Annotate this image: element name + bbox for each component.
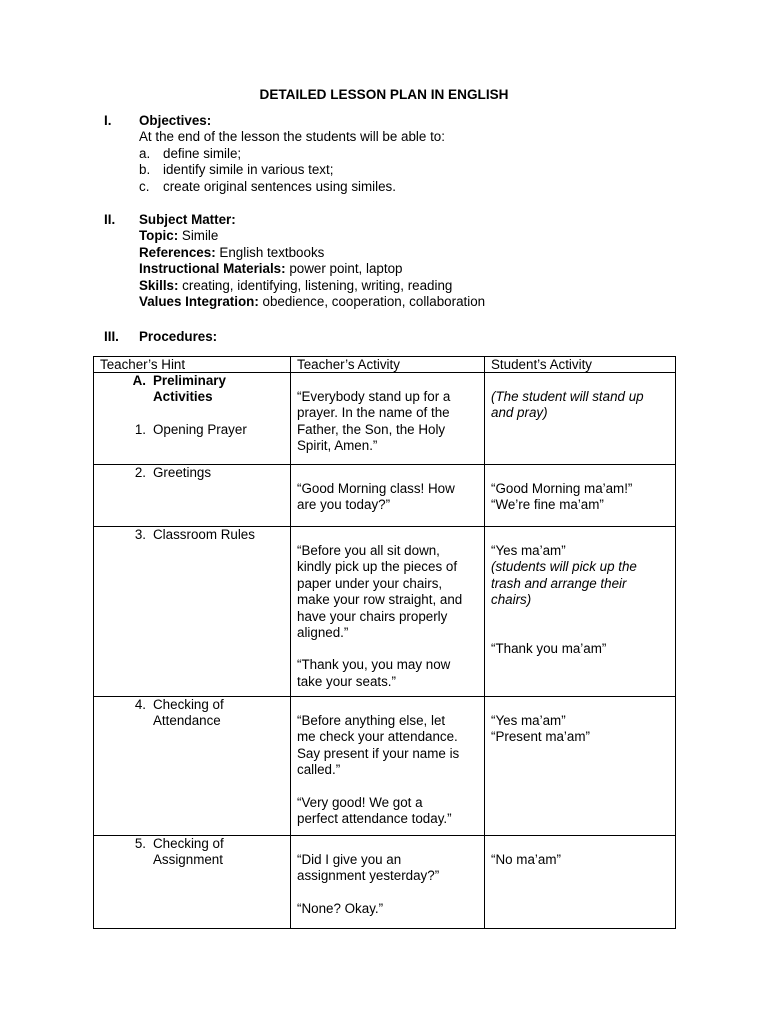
- hint-cell: [94, 697, 291, 836]
- group-letter: A.: [132, 373, 146, 388]
- hint-number: 5.: [134, 836, 146, 851]
- subject-field-values: [139, 294, 699, 310]
- hint-number: 2.: [134, 465, 146, 480]
- column-header-students-activity: Student’s Activity: [485, 357, 676, 373]
- procedures-table: [93, 356, 676, 929]
- hint-label: Checking of Attendance: [153, 697, 224, 729]
- objective-letter: c.: [139, 178, 150, 194]
- teacher-line: “None? Okay.”: [297, 900, 384, 916]
- student-activity-cell: [485, 373, 676, 465]
- subject-field-topic: [139, 228, 699, 244]
- objectives-body: [139, 113, 699, 195]
- procedures-body: [139, 329, 699, 345]
- field-value: creating, identifying, listening, writing, reading: [178, 277, 453, 293]
- student-note: (students will pick up the trash and arrange their chairs): [491, 559, 637, 608]
- objective-text: identify simile in various text;: [163, 162, 334, 178]
- objectives-intro: At the end of the lesson the students will be able to:: [139, 129, 445, 145]
- hint-label: Checking of Assignment: [153, 836, 224, 868]
- student-line: “Thank you ma’am”: [491, 640, 607, 656]
- student-line: “No ma’am”: [491, 852, 561, 867]
- hint-item: [124, 422, 290, 438]
- hint-item: [124, 465, 290, 481]
- hint-cell: [94, 836, 291, 929]
- subject-matter-body: [139, 212, 699, 310]
- teacher-activity-cell: [291, 527, 485, 697]
- student-line: “Yes ma’am” “Present ma’am”: [491, 713, 590, 745]
- hint-cell: [94, 373, 291, 465]
- hint-item: [124, 836, 290, 869]
- teacher-line: “Good Morning class! How are you today?”: [297, 481, 455, 513]
- student-line: “Good Morning ma’am!” “We’re fine ma’am”: [491, 481, 633, 513]
- subject-field-skills: [139, 278, 699, 294]
- subject-field-references: [139, 245, 699, 261]
- field-value: power point, laptop: [285, 261, 403, 277]
- field-label: Instructional Materials:: [139, 261, 286, 277]
- hint-label: Greetings: [153, 465, 212, 480]
- column-header-teachers-hint: Teacher’s Hint: [94, 357, 291, 373]
- teacher-line: “Thank you, you may now take your seats.”: [297, 657, 451, 689]
- field-label: Skills:: [139, 277, 179, 293]
- teacher-activity-cell: [291, 697, 485, 836]
- teacher-line: “Before anything else, let me check your attendance. Say present if your name is called.”: [297, 713, 460, 778]
- hint-item: [124, 697, 290, 730]
- student-activity-cell: [485, 697, 676, 836]
- table-row: [94, 465, 676, 527]
- objectives-heading: Objectives:: [139, 113, 212, 128]
- table-row: [94, 373, 676, 465]
- subject-matter-numeral: II.: [104, 212, 116, 227]
- student-activity-cell: [485, 836, 676, 929]
- table-row: [94, 527, 676, 697]
- teacher-activity-cell: [291, 836, 485, 929]
- hint-cell: [94, 465, 291, 527]
- student-activity-cell: [485, 527, 676, 697]
- group-label: Preliminary Activities: [153, 373, 226, 405]
- hint-label: Classroom Rules: [153, 527, 255, 542]
- objective-item: [139, 146, 699, 162]
- subject-matter-heading: Subject Matter:: [139, 212, 236, 227]
- field-label: Values Integration:: [139, 294, 259, 310]
- group-heading: [124, 373, 290, 406]
- student-line: (The student will stand up and pray): [491, 389, 644, 421]
- objective-item: [139, 162, 699, 178]
- field-value: English textbooks: [215, 244, 325, 260]
- field-label: References:: [139, 244, 216, 260]
- hint-label: Opening Prayer: [153, 421, 247, 437]
- hint-number: 3.: [134, 527, 146, 542]
- teacher-activity-cell: [291, 373, 485, 465]
- objectives-numeral: I.: [104, 113, 112, 128]
- field-value: Simile: [178, 228, 219, 244]
- teacher-line: “Before you all sit down, kindly pick up the pieces of paper under your chairs, make your row straight, and have your chairs properly aligned.”: [297, 543, 463, 641]
- table-row: [94, 697, 676, 836]
- subject-field-materials: [139, 261, 699, 277]
- teacher-activity-cell: [291, 465, 485, 527]
- procedures-numeral: III.: [104, 329, 119, 344]
- objective-item: [139, 179, 699, 195]
- table-header-row: [94, 357, 676, 373]
- student-activity-cell: [485, 465, 676, 527]
- teacher-line: “Did I give you an assignment yesterday?”: [297, 852, 440, 884]
- hint-cell: [94, 527, 291, 697]
- objective-text: define simile;: [163, 145, 242, 161]
- column-header-teachers-activity: Teacher’s Activity: [291, 357, 485, 373]
- table-row: [94, 836, 676, 929]
- hint-item: [124, 527, 290, 543]
- teacher-line: “Everybody stand up for a prayer. In the name of the Father, the Son, the Holy Spirit, Amen.”: [297, 389, 451, 454]
- field-label: Topic:: [139, 228, 179, 244]
- objective-text: create original sentences using similes.: [163, 178, 396, 194]
- student-line: “Yes ma’am”: [491, 543, 566, 558]
- objective-letter: b.: [139, 162, 151, 178]
- hint-number: 1.: [134, 421, 146, 437]
- procedures-heading: Procedures:: [139, 329, 218, 344]
- teacher-line: “Very good! We got a perfect attendance today.”: [297, 794, 452, 827]
- document-title: DETAILED LESSON PLAN IN ENGLISH: [259, 87, 509, 102]
- objective-letter: a.: [139, 145, 151, 161]
- field-value: obedience, cooperation, collaboration: [258, 294, 486, 310]
- hint-number: 4.: [134, 697, 146, 712]
